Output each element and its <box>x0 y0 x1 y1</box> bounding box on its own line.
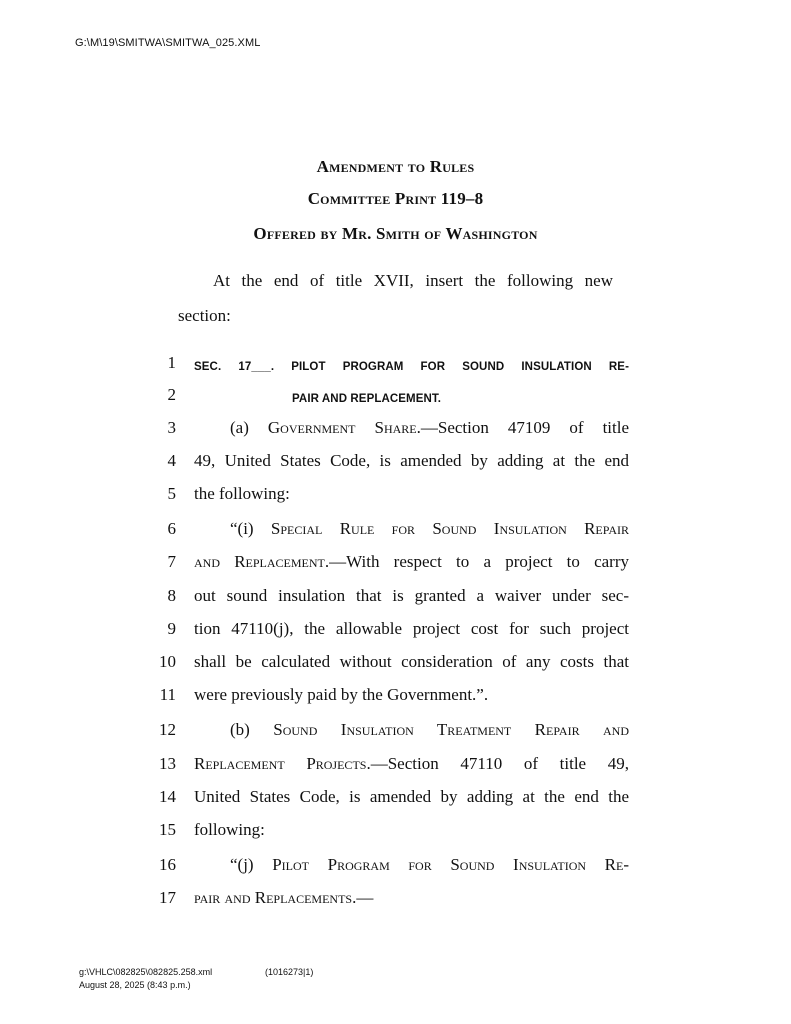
text-line-9 <box>0 619 791 643</box>
line-number: 4 <box>167 451 176 470</box>
line-number: 16 <box>159 855 176 874</box>
line-text: were previously paid by the Government.”. <box>194 685 489 704</box>
intro-text-line-1: At the end of title XVII, insert the following new <box>213 271 613 290</box>
text-line-13 <box>0 754 791 778</box>
footer-document-id: (1016273|1) <box>265 967 314 977</box>
line-text: the following: <box>194 484 290 503</box>
line-number: 5 <box>167 484 176 503</box>
text-line-1 <box>0 353 791 377</box>
line-text: United States Code, is amended by adding at the end the <box>194 787 629 806</box>
line-text: and Replacement.—With respect to a project to carry <box>194 552 629 571</box>
file-path-header: G:\M\19\SMITWA\SMITWA_025.XML <box>75 37 261 49</box>
text-line-11 <box>0 685 791 709</box>
text-line-2 <box>0 385 791 409</box>
committee-print-title: Committee Print 119–8 <box>307 189 484 208</box>
line-text: “(j) Pilot Program for Sound Insulation Re- <box>230 855 629 874</box>
line-number: 15 <box>159 820 176 839</box>
text-line-10 <box>0 652 791 676</box>
line-text: pair and Replacements.— <box>194 888 374 907</box>
line-text: out sound insulation that is granted a waiver under sec- <box>194 586 629 605</box>
section-heading: SEC. 17___. PILOT PROGRAM FOR SOUND INSULATION RE- <box>194 361 629 373</box>
text-line-3 <box>0 418 791 442</box>
line-number: 2 <box>167 385 176 404</box>
line-text: tion 47110(j), the allowable project cost for such project <box>194 619 629 638</box>
text-line-15 <box>0 820 791 844</box>
line-number: 7 <box>167 552 176 571</box>
offered-by-title: Offered by Mr. Smith of Washington <box>253 224 538 243</box>
text-line-12 <box>0 720 791 744</box>
line-text: (b) Sound Insulation Treatment Repair and <box>230 720 630 739</box>
text-line-6 <box>0 519 791 543</box>
line-text: following: <box>194 820 265 839</box>
line-text: “(i) Special Rule for Sound Insulation Repair <box>230 519 630 538</box>
footer-file-path: g:\VHLC\082825\082825.258.xml <box>79 967 213 977</box>
line-text: 49, United States Code, is amended by adding at the end <box>194 451 629 470</box>
text-line-17 <box>0 888 791 912</box>
text-line-14 <box>0 787 791 811</box>
text-line-8 <box>0 586 791 610</box>
line-number: 12 <box>159 720 176 739</box>
line-number: 11 <box>159 685 176 704</box>
line-text: Replacement Projects.—Section 47110 of title 49, <box>194 754 629 773</box>
line-number: 6 <box>167 519 176 538</box>
amendment-title: Amendment to Rules <box>316 157 475 176</box>
text-line-4 <box>0 451 791 475</box>
intro-text-line-2: section: <box>178 306 231 325</box>
text-line-5 <box>0 484 791 508</box>
text-line-16 <box>0 855 791 879</box>
footer-date: August 28, 2025 (8:43 p.m.) <box>79 980 191 990</box>
line-number: 1 <box>167 353 176 372</box>
line-number: 9 <box>167 619 176 638</box>
line-number: 13 <box>159 754 176 773</box>
line-number: 14 <box>159 787 176 806</box>
section-heading-continued: PAIR AND REPLACEMENT. <box>292 393 442 405</box>
line-number: 10 <box>159 652 176 671</box>
line-text: shall be calculated without consideration of any costs that <box>194 652 629 671</box>
text-line-7 <box>0 552 791 576</box>
line-text: (a) Government Share.—Section 47109 of title <box>230 418 630 437</box>
line-number: 17 <box>159 888 176 907</box>
line-number: 3 <box>167 418 176 437</box>
line-number: 8 <box>167 586 176 605</box>
